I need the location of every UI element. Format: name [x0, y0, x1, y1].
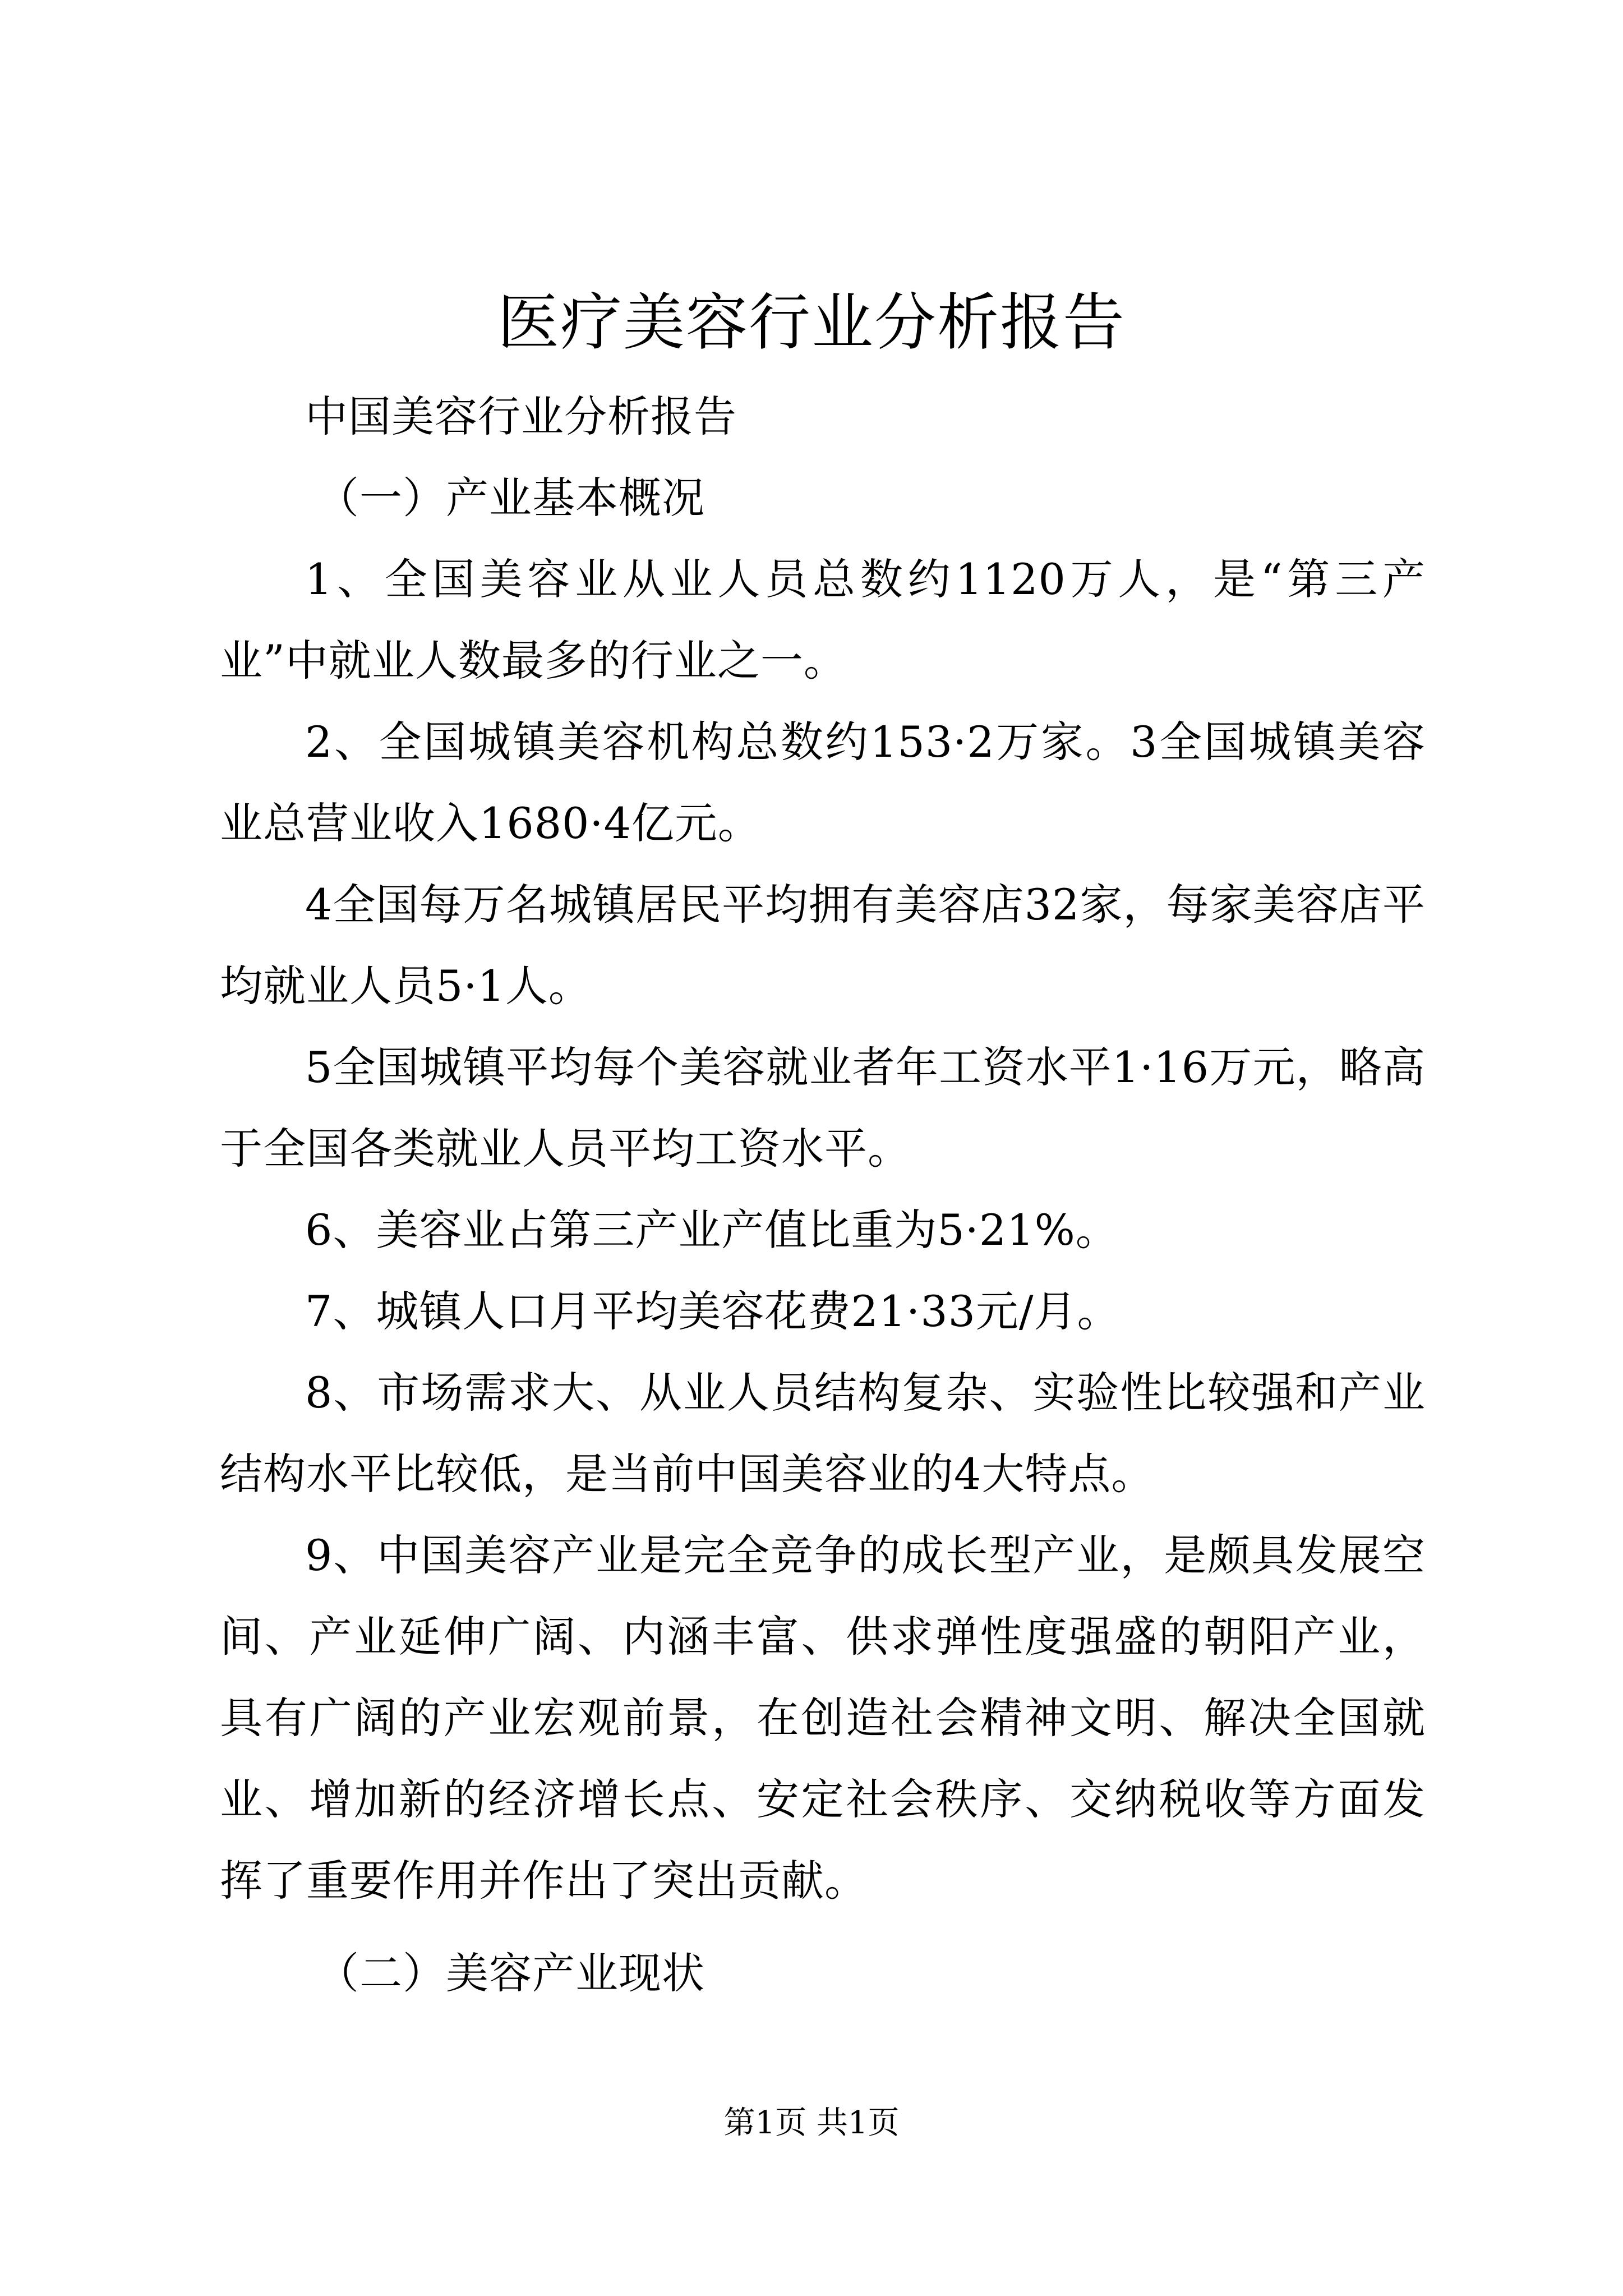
section-heading-basic-overview: （一）产业基本概况 [316, 473, 705, 523]
document-title: 医疗美容行业分析报告 [497, 287, 1126, 358]
section-heading-current-status: （二）美容产业现状 [316, 1948, 705, 1998]
paragraph-item-6: 6、美容业占第三产业产值比重为5·21%。 [305, 1205, 1119, 1255]
paragraph-item-9: 9、中国美容产业是完全竞争的成长型产业，是颇具发展空间、产业延伸广阔、内涵丰富、供求弹性度强盛的朝阳产业，具有广阔的产业宏观前景，在创造社会精神文明、解决全国就业、增加新的经济增长点、安定社会秩序、交纳税收等方面发挥了重要作用并作出了突出贡献。 [220, 1530, 1426, 1906]
report-subtitle: 中国美容行业分析报告 [305, 392, 737, 441]
paragraph-item-8: 8、市场需求大、从业人员结构复杂、实验性比较强和产业结构水平比较低，是当前中国美容业的4大特点。 [220, 1368, 1426, 1499]
document-body [220, 376, 1426, 2014]
page-number-footer: 第1页 共1页 [723, 2105, 900, 2141]
paragraph-item-7: 7、城镇人口月平均美容花费21·33元/月。 [305, 1286, 1121, 1336]
paragraph-item-5: 5全国城镇平均每个美容就业者年工资水平1·16万元，略高于全国各类就业人员平均工资水平。 [220, 1042, 1426, 1174]
paragraph-item-4: 4全国每万名城镇居民平均拥有美容店32家，每家美容店平均就业人员5·1人。 [220, 880, 1426, 1011]
paragraph-item-2: 2、全国城镇美容机构总数约153·2万家。3全国城镇美容业总营业收入1680·4亿元。 [220, 717, 1426, 848]
paragraph-item-1: 1、全国美容业从业人员总数约1120万人，是“第三产业”中就业人数最多的行业之一。 [220, 554, 1426, 685]
